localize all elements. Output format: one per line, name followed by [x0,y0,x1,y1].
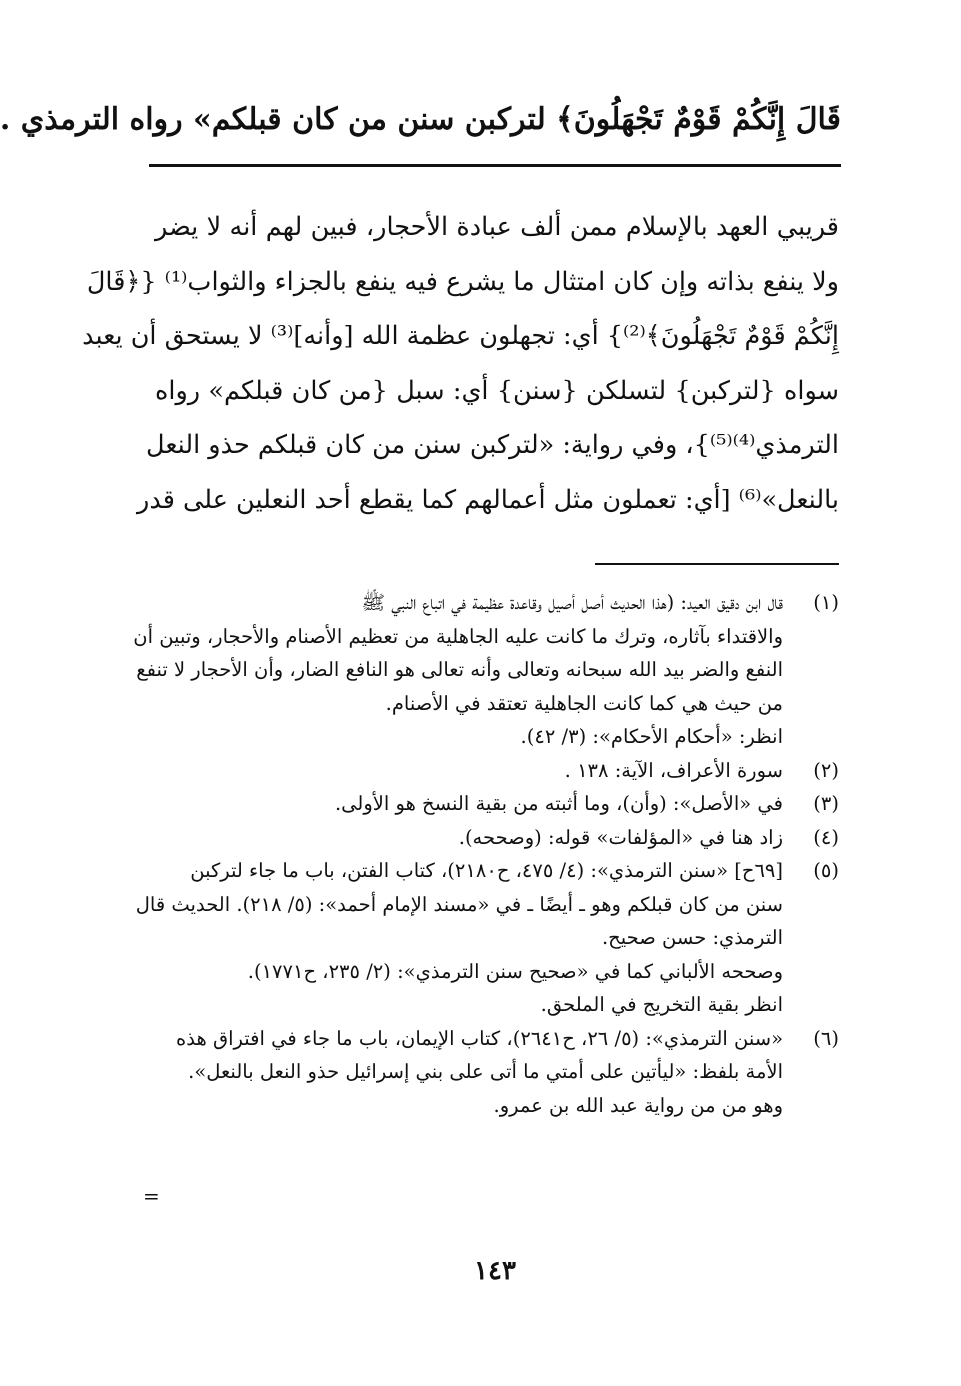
footnote-2 [139,754,839,788]
body-line: إِنَّكُمْ قَوْمٌ تَجْهَلُونَ﴾⁽²⁾} أي: تجهلون عظمة الله [وأنه]⁽³⁾ لا يستحق أن يعبد [82,321,839,351]
footnote-line: والاقتداء بآثاره، وترك ما كانت عليه الجاهلية من تعظيم الأصنام والأحجار، وتبين أن [133,624,783,648]
footnote-5 [135,854,839,1022]
footnote-line: انظر بقية التخريج في الملحق. [540,993,783,1016]
footnote-divider [595,563,839,565]
footnote-line: الترمذي: حسن صحيح. [601,926,783,949]
footnote-line: انظر: «أحكام الأحكام»: (٣/ ٤٢). [520,725,783,748]
main-text [82,200,840,527]
footnote-line: في «الأصل»: (وأن)، وما أثبته من بقية النسخ هو الأولى. [334,792,783,815]
footnote-number: (٦) [813,1026,839,1050]
footnote-number: (٤) [813,825,839,849]
footnote-1 [133,586,839,754]
footnote-number: (٣) [813,792,839,815]
footnote-4 [139,821,839,855]
footnote-line: زاد هنا في «المؤلفات» قوله: (وصححه). [458,825,783,849]
body-line: قريبي العهد بالإسلام ممن ألف عبادة الأحجار، فبين لهم أنه لا يضر [155,212,840,242]
footnote-line: سورة الأعراف، الآية: ١٣٨ . [564,758,783,782]
footnote-line: الأمة بلفظ: «ليأتين على أمتي ما أتى على بني إسرائيل حذو النعل بالنعل». [188,1060,783,1083]
page-header: قَالَ إِنَّكُمْ قَوْمٌ تَجْهَلُونَ﴾ لتركبن سنن من كان قبلكم» رواه الترمذي . [0,102,841,137]
footnote-6 [139,1022,839,1123]
footnote-line: من حيث هي كما كانت الجاهلية تعتقد في الأصنام. [385,691,783,715]
footnotes [133,586,839,1122]
footnote-line: قال ابن دقيق العيد: (هذا الحديث أصل أصيل وقاعدة عظيمة في اتباع النبي ﷺ [361,591,783,614]
body-line: بالنعل»⁽⁶⁾ [أي: تعملون مثل أعمالهم كما يقطع أحد النعلين على قدر [137,484,839,515]
continuation-mark: = [143,1184,160,1208]
footnote-line: النفع والضر بيد الله سبحانه وتعالى وأنه تعالى هو النافع الضار، وأن الأحجار لا تنفع [136,658,783,681]
page-number: ١٤٣ [474,1256,516,1286]
footnote-line: سنن من كان قبلكم وهو ـ أيضًا ـ في «مسند الإمام أحمد»: (٥/ ٢١٨). الحديث قال [135,892,783,916]
footnote-line: [٦٩ح] «سنن الترمذي»: (٤/ ٤٧٥، ح٢١٨٠)، كتاب الفتن، باب ما جاء لتركبن [190,859,783,882]
footnote-3 [139,787,839,821]
body-line: ولا ينفع بذاته وإن كان امتثال ما يشرع فيه ينفع بالجزاء والثواب⁽¹⁾ {﴿قَالَ [86,266,839,297]
footnote-number: (٥) [813,859,839,882]
footnote-line: وصححه الألباني كما في «صحيح سنن الترمذي»: (٢/ ٢٣٥، ح١٧٧١). [247,959,783,983]
footnote-number: (٢) [813,758,839,782]
footnote-line: وهو من من رواية عبد الله بن عمرو. [493,1093,783,1117]
footnote-line: «سنن الترمذي»: (٥/ ٢٦، ح٢٦٤١)، كتاب الإيمان، باب ما جاء في افتراق هذه [176,1026,783,1050]
body-line: سواه {لتركبن} لتسلكن {سنن} أي: سبل {من كان قبلكم» رواه [155,375,839,406]
header-divider [149,164,841,167]
body-line: الترمذي⁽⁴⁾⁽⁵⁾}، وفي رواية: «لتركبن سنن من كان قبلكم حذو النعل [146,430,839,460]
footnote-number: (١) [813,591,839,614]
